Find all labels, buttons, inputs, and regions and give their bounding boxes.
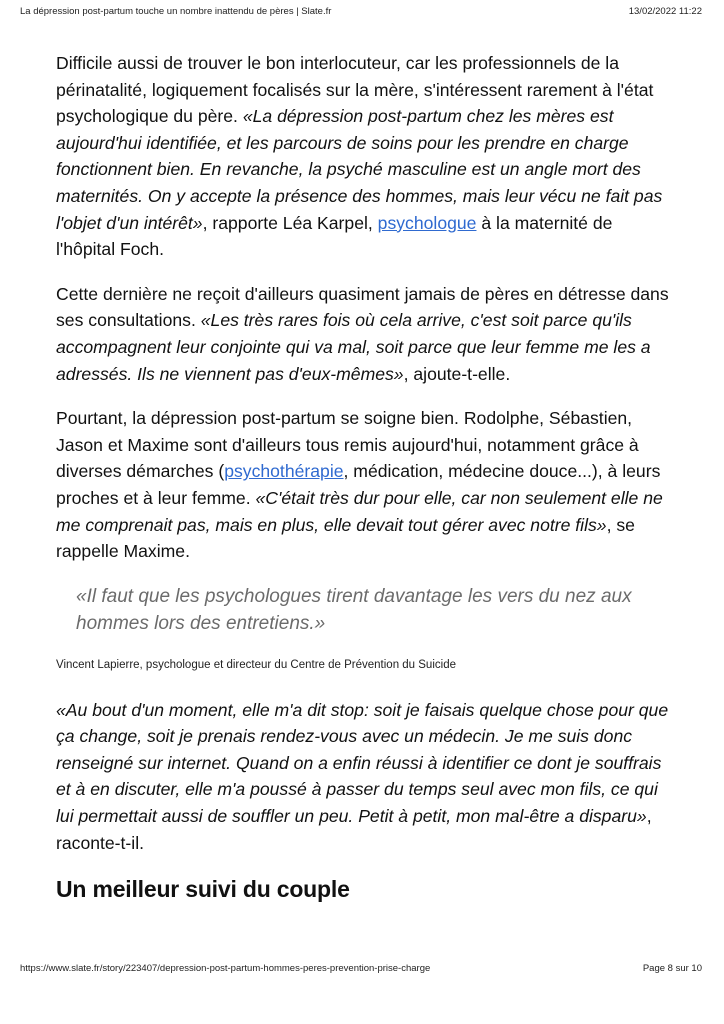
paragraph-1-text-3: à la maternité de l'hôpital Foch. <box>56 212 613 260</box>
paragraph-2-text-1: Cette dernière ne reçoit d'ailleurs quasiment jamais de pères en détresse dans ses consultations. <box>56 283 669 331</box>
paragraph-3-quote: «C'était très dur pour elle, car non seulement elle ne me comprenait pas, mais en plus, elle devait tout gérer avec notre fils» <box>56 487 663 535</box>
paragraph-2-quote: «Les très rares fois où cela arrive, c'est soit parce qu'ils accompagnent leur conjointe qui va mal, soit parce que leur femme me les a adressés. Ils ne viennent pas d'eux-mêmes» <box>56 310 651 384</box>
print-header-datetime: 13/02/2022 11:22 <box>628 6 702 17</box>
paragraph-1-text-2: , rapporte Léa Karpel, <box>202 212 378 233</box>
paragraph-3 <box>56 405 670 565</box>
paragraph-2-text-2: , ajoute-t-elle. <box>403 363 511 384</box>
paragraph-3-text-2: , médication, médecine douce...), à leurs proches et à leur femme. <box>56 461 661 508</box>
paragraph-4-quote: «Au bout d'un moment, elle m'a dit stop: soit je faisais quelque chose pour que ça change, soit je prenais rendez-vous avec un médecin. Je me suis donc renseigné sur internet. Quand on a enfin réussi à identifier ce dont je souffrais et à en discuter, elle m'a poussé à passer du temps seul avec mon fils, ce qui lui permettait aussi de souffler un peu. Petit à petit, mon mal-être a disparu» <box>56 699 669 827</box>
print-header-title: La dépression post-partum touche un nombre inattendu de pères | Slate.fr <box>20 6 332 17</box>
paragraph-4 <box>56 697 670 857</box>
psychotherapie-link[interactable]: psychothérapie <box>224 461 344 482</box>
paragraph-1-text-1: Difficile aussi de trouver le bon interlocuteur, car les professionnels de la périnatalité, logiquement focalisés sur la mère, s'intéressent rarement à l'état psychologique du père. <box>56 53 654 127</box>
paragraph-3-text-3: , se rappelle Maxime. <box>56 514 635 562</box>
paragraph-4-text-1: , raconte-t-il. <box>56 806 652 853</box>
paragraph-2 <box>56 281 670 387</box>
pull-quote: «Il faut que les psychologues tirent davantage les vers du nez aux hommes lors des entretiens.» <box>76 585 632 634</box>
print-footer <box>20 963 702 974</box>
psychologue-link[interactable]: psychologue <box>377 212 477 233</box>
paragraph-1 <box>56 50 670 263</box>
article-body <box>56 50 670 903</box>
section-heading: Un meilleur suivi du couple <box>56 876 350 903</box>
print-footer-url: https://www.slate.fr/story/223407/depression-post-partum-hommes-peres-prevention-prise-charge <box>20 963 431 974</box>
pull-quote-source: Vincent Lapierre, psychologue et directeur du Centre de Prévention du Suicide <box>56 658 456 671</box>
print-footer-page-number: Page 8 sur 10 <box>642 963 702 974</box>
print-header <box>20 6 702 17</box>
paragraph-3-text-1: Pourtant, la dépression post-partum se soigne bien. Rodolphe, Sébastien, Jason et Maxime sont d'ailleurs tous remis aujourd'hui, notamment grâce à diverses démarches ( <box>56 408 639 482</box>
paragraph-1-quote: «La dépression post-partum chez les mères est aujourd'hui identifiée, et les parcours de soins pour les prendre en charge fonctionnent bien. En revanche, la psyché masculine est un angle mort des maternités. On y accepte la présence des hommes, mais leur vécu ne fait pas l'objet d'un intérêt» <box>56 106 663 233</box>
